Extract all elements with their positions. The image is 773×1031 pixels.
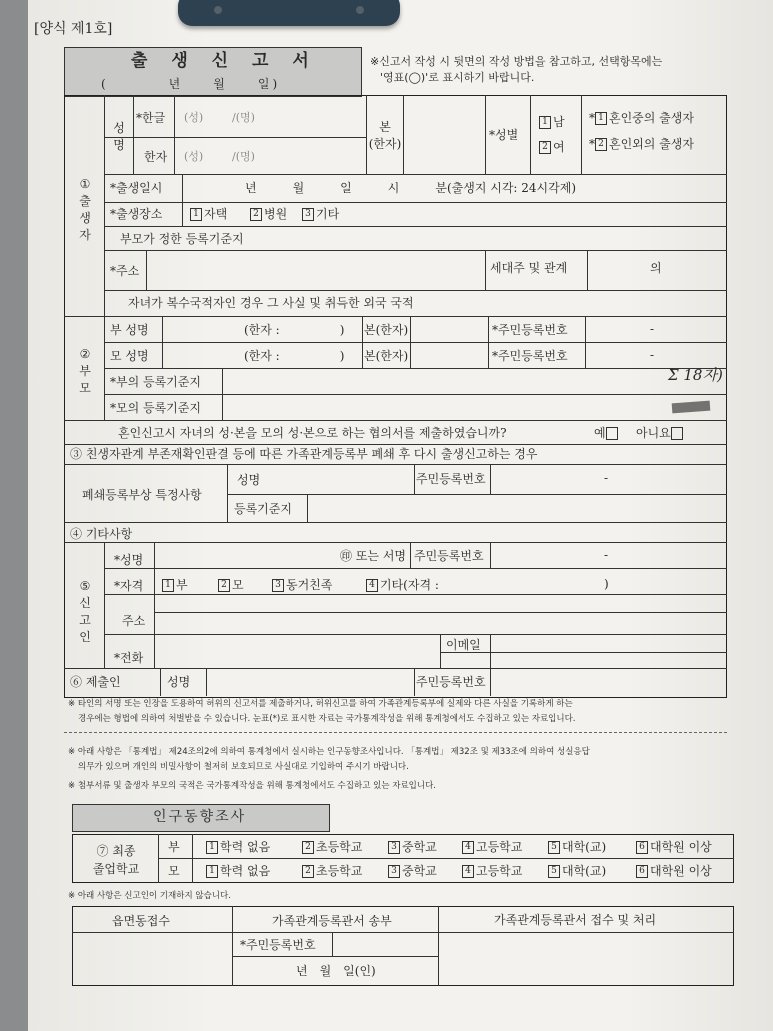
reporter-address-label: 주소 (122, 614, 146, 628)
qualification-label: *자격 (114, 579, 144, 593)
edu-father-option-3[interactable]: 3 중학교 (388, 840, 437, 854)
father-hanja-field[interactable]: (한자 : ) (244, 323, 345, 337)
note-1b: 경우에는 형법에 의하여 처벌받을 수 있습니다. 눈표(*)로 표시한 자료는 국가통계작성을 위해 통계청에서도 수집하고 있는 자료입니다. (78, 714, 576, 724)
edu-father-option-2[interactable]: 2 초등학교 (302, 840, 362, 854)
edu-mother-option-4[interactable]: 4 고등학교 (462, 864, 522, 878)
agreement-yes-option[interactable]: 예 (594, 426, 620, 440)
instruction-line-1: ※신고서 작성 시 뒷면의 작성 방법을 참고하고, 선택항목에는 (370, 55, 663, 68)
out-marriage-option[interactable]: * 2 혼인외의 출생자 (589, 137, 694, 151)
s3-name-label: 성명 (237, 473, 261, 487)
survey-father-label: 부 (168, 840, 180, 854)
sex-female-option[interactable]: 2 여 (539, 140, 565, 154)
form-number-label: [양식 제1호] (34, 21, 113, 37)
reporter-name-label: *성명 (114, 553, 144, 567)
edu-father-option-1[interactable]: 1 학력 없음 (206, 840, 270, 854)
s3-registry-label: 등록기준지 (234, 502, 292, 516)
s3-rrn-field[interactable]: - (604, 471, 609, 485)
edu-mother-option-2[interactable]: 2 초등학교 (302, 864, 362, 878)
s3-rrn-label: 주민등록번호 (416, 472, 486, 486)
qual-option-1[interactable]: 1 부 (162, 578, 188, 592)
reporter-email-label: 이메일 (446, 638, 481, 652)
hanja-label: 한자 (144, 150, 168, 164)
closed-register-label: 폐쇄등록부상 특정사항 (82, 488, 202, 502)
page-title: 출 생 신 고 서 (131, 51, 318, 71)
child-hanja-given-field[interactable]: /(명) (232, 150, 255, 163)
birth-datetime-field[interactable]: 년 월 일 시 분(출생지 시각: 24시각제) (245, 181, 577, 195)
section-1-label: ① 출 생 자 (79, 177, 91, 242)
survey-mother-label: 모 (168, 864, 180, 878)
edu-father-option-6[interactable]: 6 대학원 이상 (636, 840, 712, 854)
edu-mother-option-3[interactable]: 3 중학교 (388, 864, 437, 878)
mother-rrn-field[interactable]: - (650, 348, 655, 362)
qual-option-3[interactable]: 3 동거친족 (272, 578, 332, 592)
clipboard-clip (178, 0, 400, 26)
father-rrn-label: *주민등록번호 (492, 323, 568, 337)
mother-hanja-field[interactable]: (한자 : ) (244, 349, 345, 363)
title-box (64, 47, 362, 97)
edu-mother-option-1[interactable]: 1 학력 없음 (206, 864, 270, 878)
address-label: *주소 (110, 264, 140, 278)
birth-place-label: *출생장소 (110, 207, 163, 221)
mother-name-label: 모 성명 (110, 349, 149, 363)
survey-title-box (72, 804, 330, 832)
survey-row-label: ⑦ 최종 졸업학교 (92, 844, 140, 876)
father-registry-label: *부의 등록기준지 (110, 375, 201, 389)
hangul-label: *한글 (136, 111, 166, 125)
reporter-rrn-label: 주민등록번호 (414, 549, 484, 563)
survey-title: 인구동향조사 (153, 809, 247, 825)
sex-label: *성별 (489, 128, 519, 142)
qual-close-paren: ) (604, 577, 609, 591)
instruction-line-2: '영표(◯)'로 표시하기 바랍니다. (380, 71, 535, 84)
office-send-label: 가족관계등록관서 송부 (272, 914, 392, 928)
child-hanja-surname-field[interactable]: (성) (184, 150, 204, 163)
father-name-label: 부 성명 (110, 323, 149, 337)
registry-standard-label: 부모가 정한 등록기준지 (120, 232, 244, 246)
mother-rrn-label: *주민등록번호 (492, 349, 568, 363)
office-process-label: 가족관계등록관서 접수 및 처리 (494, 913, 657, 927)
submitter-name-label: 성명 (167, 675, 191, 689)
note-3: ※ 첨부서류 및 출생자 부모의 국적은 국가통계작성을 위해 통계청에서도 수집하고 있는 자료입니다. (68, 781, 436, 791)
note-2b: 의무가 있으며 개인의 비밀사항이 철저히 보호되므로 사실대로 기입하여 주시기 바랍니다. (78, 762, 409, 772)
reporter-sign-label: ㊞ 또는 서명 (340, 549, 406, 563)
section-4-title: ④ 기타사항 (70, 527, 133, 541)
child-surname-field[interactable]: (성) (184, 111, 204, 124)
edu-father-option-5[interactable]: 5 대학(교) (548, 840, 606, 854)
note-4: ※ 아래 사항은 신고인이 기재하지 않습니다. (68, 891, 231, 901)
birth-place-option-3[interactable]: 3 기타 (302, 207, 339, 221)
bon-hanja-label: 본 (한자) (368, 120, 402, 151)
town-receipt-label: 읍면동접수 (112, 914, 170, 928)
section-5-label: ⑤ 신 고 인 (79, 579, 91, 644)
reporter-phone-label: *전화 (114, 651, 144, 665)
in-marriage-option[interactable]: * 1 혼인중의 출생자 (589, 111, 694, 125)
reporter-rrn-field[interactable]: - (604, 548, 609, 562)
birth-place-option-1[interactable]: 1 자택 (190, 207, 227, 221)
father-bon-label: 본(한자) (364, 323, 409, 337)
edu-father-option-4[interactable]: 4 고등학교 (462, 840, 522, 854)
household-relation-label: 세대주 및 관계 (490, 261, 568, 275)
edu-mother-option-5[interactable]: 5 대학(교) (548, 864, 606, 878)
title-date-line: ( 년 월 일) (101, 77, 281, 91)
birth-datetime-label: *출생일시 (110, 181, 163, 195)
section-6-label: ⑥ 제출인 (70, 675, 121, 689)
mother-bon-label: 본(한자) (364, 349, 409, 363)
note-1a: ※ 타인의 서명 또는 인장을 도용하여 허위의 신고서를 제출하거나, 허위신고를 하여 가족관계등록부에 실제와 다른 사실을 기록하게 하는 (68, 699, 573, 709)
office-date-seal: 년 월 일(인) (296, 964, 376, 978)
agreement-no-option[interactable]: 아니요 (636, 426, 685, 440)
office-rrn-label: *주민등록번호 (240, 938, 316, 952)
father-rrn-field[interactable]: - (650, 322, 655, 336)
submitter-rrn-label: 주민등록번호 (416, 675, 486, 689)
qual-option-2[interactable]: 2 모 (218, 578, 244, 592)
section-2-label: ② 부 모 (79, 347, 91, 395)
child-given-name-field[interactable]: /(명) (232, 111, 255, 124)
section-3-title: ③ 친생자관계 부존재확인판결 등에 따른 가족관계등록부 폐쇄 후 다시 출생신고하는 경우 (70, 447, 538, 461)
sex-male-option[interactable]: 1 남 (539, 115, 565, 129)
birth-place-option-2[interactable]: 2 병원 (250, 207, 287, 221)
mother-registry-label: *모의 등록기준지 (110, 401, 201, 415)
edu-mother-option-6[interactable]: 6 대학원 이상 (636, 864, 712, 878)
dual-nationality-label: 자녀가 복수국적자인 경우 그 사실 및 취득한 외국 국적 (128, 296, 414, 310)
note-2a: ※ 아래 사항은 「통계법」 제24조의2에 의하여 통계청에서 실시하는 인구동향조사입니다. 「통계법」 제32조 및 제33조에 의하여 성실응답 (68, 747, 590, 757)
agreement-question: 혼인신고시 자녀의 성·본을 모의 성·본으로 하는 협의서를 제출하였습니까? (118, 426, 507, 440)
name-label: 성 명 (113, 121, 125, 152)
qual-option-4[interactable]: 4 기타(자격 : (366, 578, 439, 592)
handwritten-note: Σ 18자) (668, 366, 723, 384)
household-suffix: 의 (650, 261, 662, 275)
